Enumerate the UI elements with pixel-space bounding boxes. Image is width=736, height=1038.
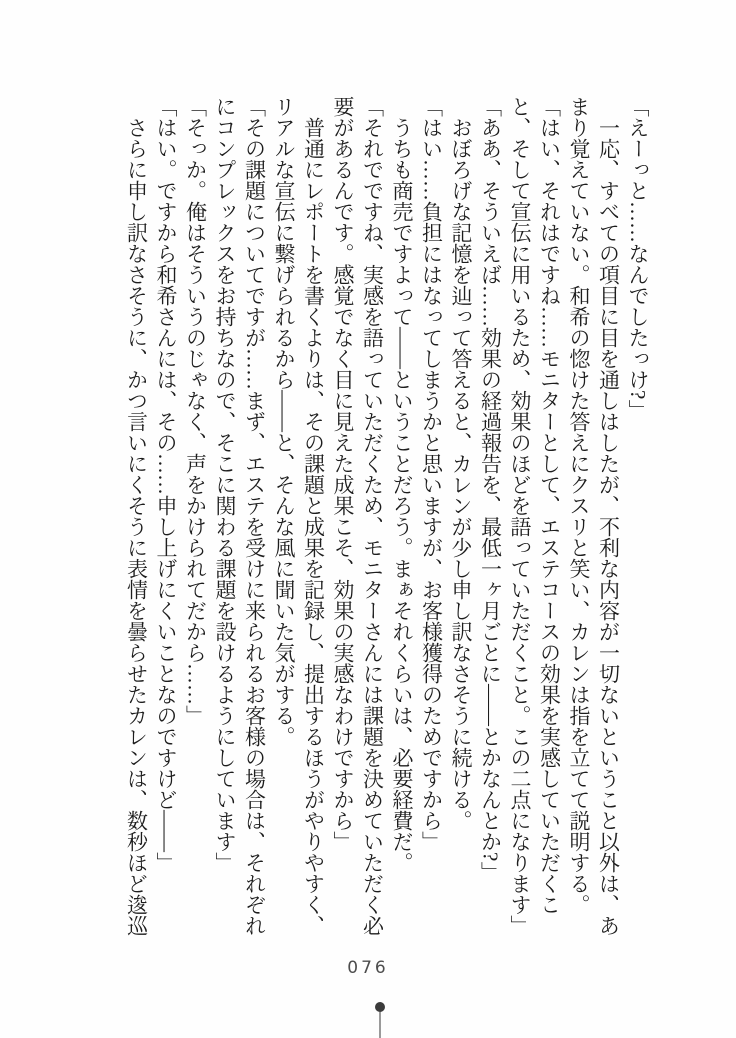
paragraph: 「はい……負担にはなってしまうかと思いますが、お客様獲得のためですから」 (419, 96, 444, 852)
paragraph: 普通にレポートを書くよりは、その課題と成果を記録し、提出するほうがやりやすく、リアルな宣伝に繋げられるから――と、そんな風に聞いた気がする。 (272, 96, 326, 936)
paragraph: 「それでですね、実感を語っていただくため、モニターさんには課題を決めていただく必要があるんです。感覚でなく目に見えた成果こそ、効果の実感なわけですから」 (331, 96, 385, 936)
text-block (121, 96, 652, 938)
paragraph: さらに申し訳なさそうに、かつ言いにくそうに表情を曇らせたカレンは、数秒ほど逡巡 (124, 117, 149, 936)
page-marker-dot-icon (375, 1002, 385, 1012)
paragraph: 「はい、それはですね……モニターとして、エステコースの効果を実感していただくこと、そして宣伝に用いるため、効果のほどを語っていただくこと。この二点になります」 (508, 96, 562, 936)
paragraph: 「その課題についてですが……まず、エステを受けに来られるお客様の場合は、それぞれにコンプレックスをお持ちなので、そこに関わる課題を設けるようにしています」 (213, 96, 267, 936)
paragraph: 「そっか。俺はそういうのじゃなく、声をかけられてだから……」 (183, 96, 208, 726)
paragraph: 「ああ、そういえば……効果の経過報告を、最低一ヶ月ごとに――とかなんとか?」 (478, 96, 503, 883)
page-number: 076 (347, 958, 389, 978)
paragraph: 「はい。ですから和希さんには、その……申し上げにくいことなのですけど――」 (154, 96, 178, 873)
page-marker-line (379, 1012, 381, 1038)
paragraph: おぼろげな記憶を辿って答えると、カレンが少し申し訳なさそうに続ける。 (449, 117, 473, 831)
paragraph: 「えーっと……なんでしたっけ?」 (626, 96, 650, 421)
paragraph: 一応、すべての項目に目を通しはしたが、不利な内容が一切ないということ以外は、あまり覚えていない。和希の惚けた答えにクスリと笑い、カレンは指を立てて説明する。 (567, 96, 621, 936)
paragraph: うちも商売ですよって――ということだろう。まぁそれくらいは、必要経費だ。 (390, 117, 414, 873)
